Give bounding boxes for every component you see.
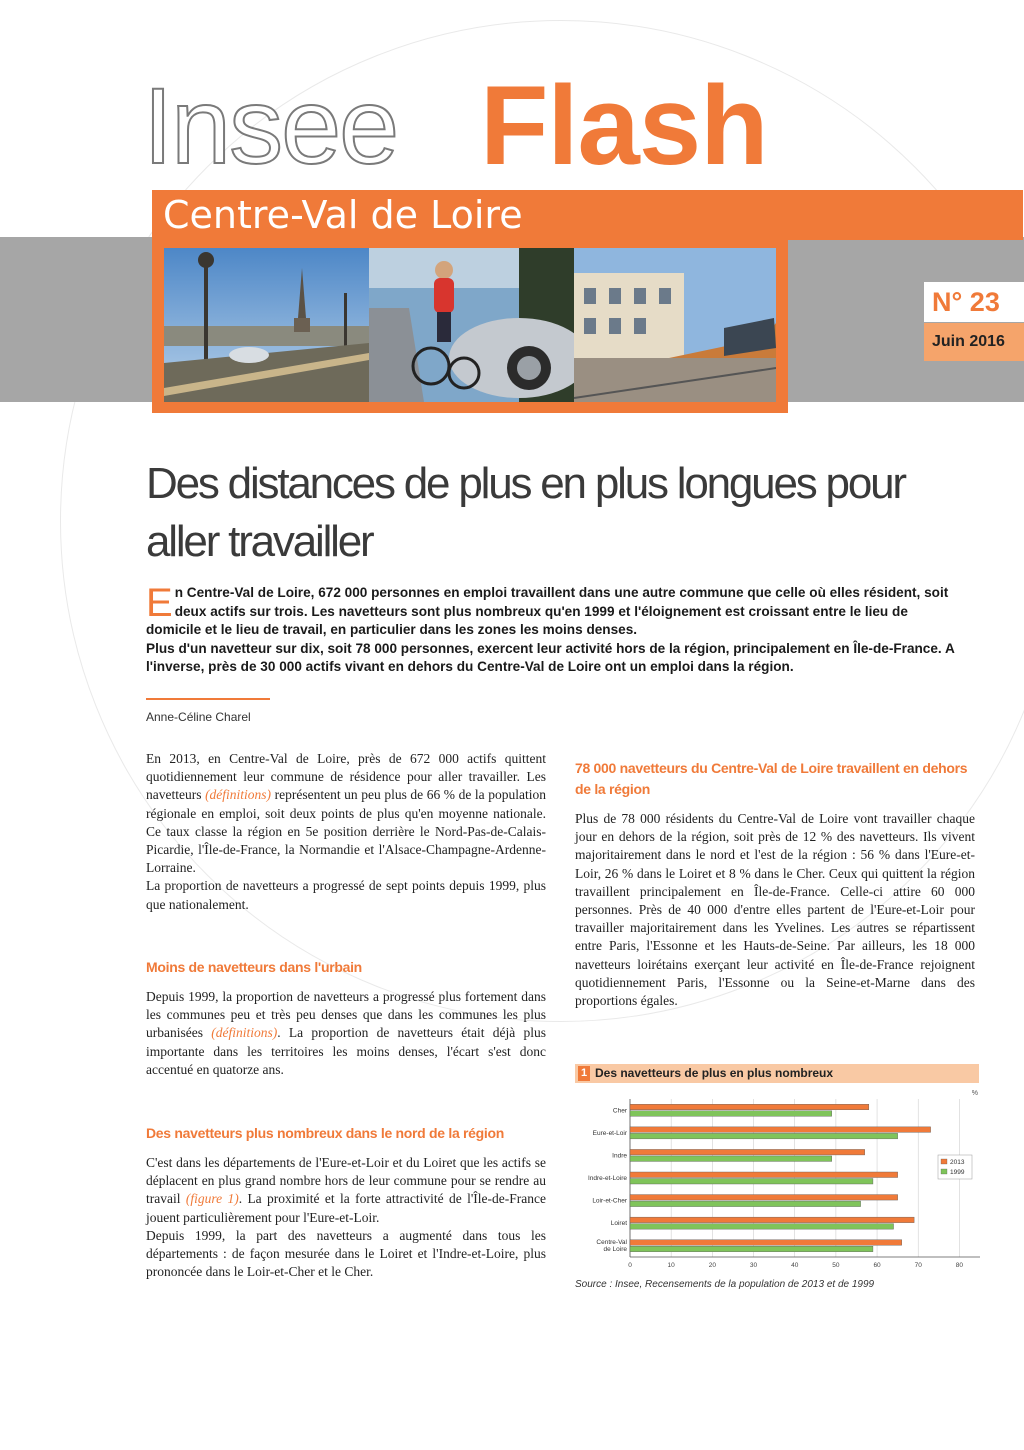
issue-number: N° 23	[932, 287, 1000, 317]
paragraph: La proportion de navetteurs a progressé de sept points depuis 1999, plus que nationalement.	[146, 878, 546, 912]
region-name: Centre-Val de Loire	[163, 193, 523, 237]
category-label: Indre	[612, 1152, 627, 1160]
lead-text: n Centre-Val de Loire, 672 000 personnes en emploi travaillent dans une autre commune que celle où elles résident, soit deux actifs sur trois. Les navetteurs sont plus nombreux qu'en 1999 et l'éloignement est croissant entre le lieu de domicile et le lieu de travail, en particulier dans les zones les moins denses.	[146, 585, 949, 638]
figure-title: Des navetteurs de plus en plus nombreux	[595, 1066, 834, 1080]
category-label: Cher	[612, 1107, 627, 1115]
category-label: Indre-et-Loire	[587, 1175, 627, 1182]
paragraph: Depuis 1999, la part des navetteurs a augmenté dans tous les départements : de façon mesurée dans le Loiret et l'Indre-et-Loire, plus prononcée dans le Loir-et-Cher et le Cher.	[146, 1227, 546, 1280]
cyclist-photo	[369, 248, 574, 402]
bar-1999	[630, 1224, 894, 1230]
logo-insee: Insee	[143, 65, 398, 186]
x-tick-label: 30	[749, 1262, 758, 1269]
figure-source: Source : Insee, Recensements de la population de 2013 et de 1999	[575, 1279, 875, 1290]
heading-region: 78 000 navetteurs du Centre-Val de Loire travaillent en dehors de la région	[575, 760, 968, 797]
x-tick-label: 60	[873, 1262, 881, 1269]
heading-nord: Des navetteurs plus nombreux dans le nord de la région	[146, 1125, 504, 1141]
bar-2013	[630, 1195, 898, 1201]
bar-1999	[630, 1246, 873, 1252]
lead-text-2: Plus d'un navetteur sur dix, soit 78 000 personnes, exercent leur activité hors de la région, principalement en Île-de-France. A l'inverse, près de 30 000 actifs vivant en dehors du Centre-Val de Loire ont un emploi dans la région.	[146, 640, 955, 675]
figure-link[interactable]: (figure 1)	[185, 1191, 239, 1207]
bar-2013	[630, 1104, 869, 1110]
x-tick-label: 10	[667, 1262, 675, 1269]
bar-2013	[630, 1172, 898, 1178]
bar-2013	[630, 1127, 931, 1133]
category-label: Loiret	[610, 1220, 627, 1228]
bridge-photo	[164, 248, 369, 402]
category-label: Eure-et-Loir	[592, 1129, 627, 1137]
bar-1999	[630, 1201, 861, 1207]
definitions-link[interactable]: (définitions)	[205, 787, 272, 803]
x-tick-label: 20	[708, 1262, 716, 1269]
issue-date: Juin 2016	[932, 333, 1005, 350]
left-intro	[146, 750, 546, 914]
x-tick-label: 40	[791, 1262, 799, 1269]
tram-photo	[574, 248, 776, 402]
x-tick-label: 70	[914, 1262, 922, 1269]
heading-urbain: Moins de navetteurs dans l'urbain	[146, 959, 362, 975]
logo-flash: Flash	[480, 63, 768, 188]
definitions-link[interactable]: (définitions)	[211, 1025, 278, 1041]
legend-swatch	[941, 1159, 947, 1164]
paragraph: Depuis 1999, la proportion de navetteurs a progressé plus fortement dans les communes peu et très peu denses que dans les communes les plus urbanisées (définitions). La proportion de navetteurs était déjà plus importante dans les territoires les moins denses, l'écart s'est donc accentué en quatorze ans.	[146, 989, 546, 1077]
left-nord	[146, 1154, 546, 1281]
figure-number: 1	[578, 1066, 590, 1081]
bar-1999	[630, 1179, 873, 1185]
legend-label: 1999	[950, 1169, 965, 1176]
paragraph: En 2013, en Centre-Val de Loire, près de 672 000 actifs quittent quotidiennement leur commune de résidence pour aller travailler. Les navetteurs (définitions) représentent un peu plus de 66 % de la population régionale en emploi, soit deux points de plus qu'en moyenne nationale. Ce taux classe la région en 5e position derrière le Nord-Pas-de-Calais-Picardie, l'Île-de-France, la Normandie et l'Alsace-Champagne-Ardenne-Lorraine.	[146, 751, 546, 876]
bar-1999	[630, 1156, 832, 1162]
legend-swatch	[941, 1169, 947, 1174]
unit-label: %	[971, 1090, 978, 1097]
bar-1999	[630, 1111, 832, 1117]
right-region	[575, 810, 975, 1010]
bar-1999	[630, 1133, 898, 1139]
category-label: Centre-Val de Loire	[596, 1239, 627, 1254]
lead-divider	[146, 698, 270, 700]
paragraph: Plus de 78 000 résidents du Centre-Val de Loire vont travailler chaque jour en dehors de la région, soit près de 12 % des navetteurs. Ils vivent majoritairement dans le nord et l'est de la région : 56 % dans l'Eure-et-Loir, 26 % dans le Loiret et 8 % dans le Cher. Ceux qui quittent la région travaillent principalement en Île-de-France. Celle-ci attire 60 000 personnes. Près de 40 000 d'entre elles partent de l'Eure-et-Loir pour travailler majoritairement dans les Yvelines. Les autres se répartissent entre Paris, l'Essonne et les Hauts-de-Seine. Par ailleurs, les 18 000 navetteurs loirétains exerçant leur activité en Île-de-France rejoignent quotidiennement Paris, l'Essonne ou la Seine-et-Marne dans des proportions égales.	[575, 811, 975, 1009]
bar-2013	[630, 1240, 902, 1246]
article-lead	[146, 581, 966, 677]
x-tick-label: 50	[832, 1262, 840, 1269]
bar-chart	[575, 1085, 985, 1275]
category-label: Loir-et-Cher	[592, 1197, 627, 1205]
left-urbain	[146, 988, 546, 1079]
bar-2013	[630, 1149, 865, 1155]
lead-dropcap: E	[146, 581, 173, 625]
legend-label: 2013	[950, 1159, 965, 1166]
bar-2013	[630, 1217, 914, 1223]
x-tick-label: 80	[955, 1262, 964, 1269]
x-tick-label: 0	[628, 1262, 632, 1269]
paragraph: C'est dans les départements de l'Eure-et-Loir et du Loiret que les actifs se déplacent en plus grand nombre hors de leur commune pour se rendre au travail (figure 1). La proximité et la forte attractivité de l'Île-de-France jouent particulièrement pour l'Eure-et-Loir.	[146, 1155, 546, 1225]
author: Anne-Céline Charel	[146, 710, 251, 724]
article-title: Des distances de plus en plus longues pour aller travailler	[146, 459, 905, 566]
